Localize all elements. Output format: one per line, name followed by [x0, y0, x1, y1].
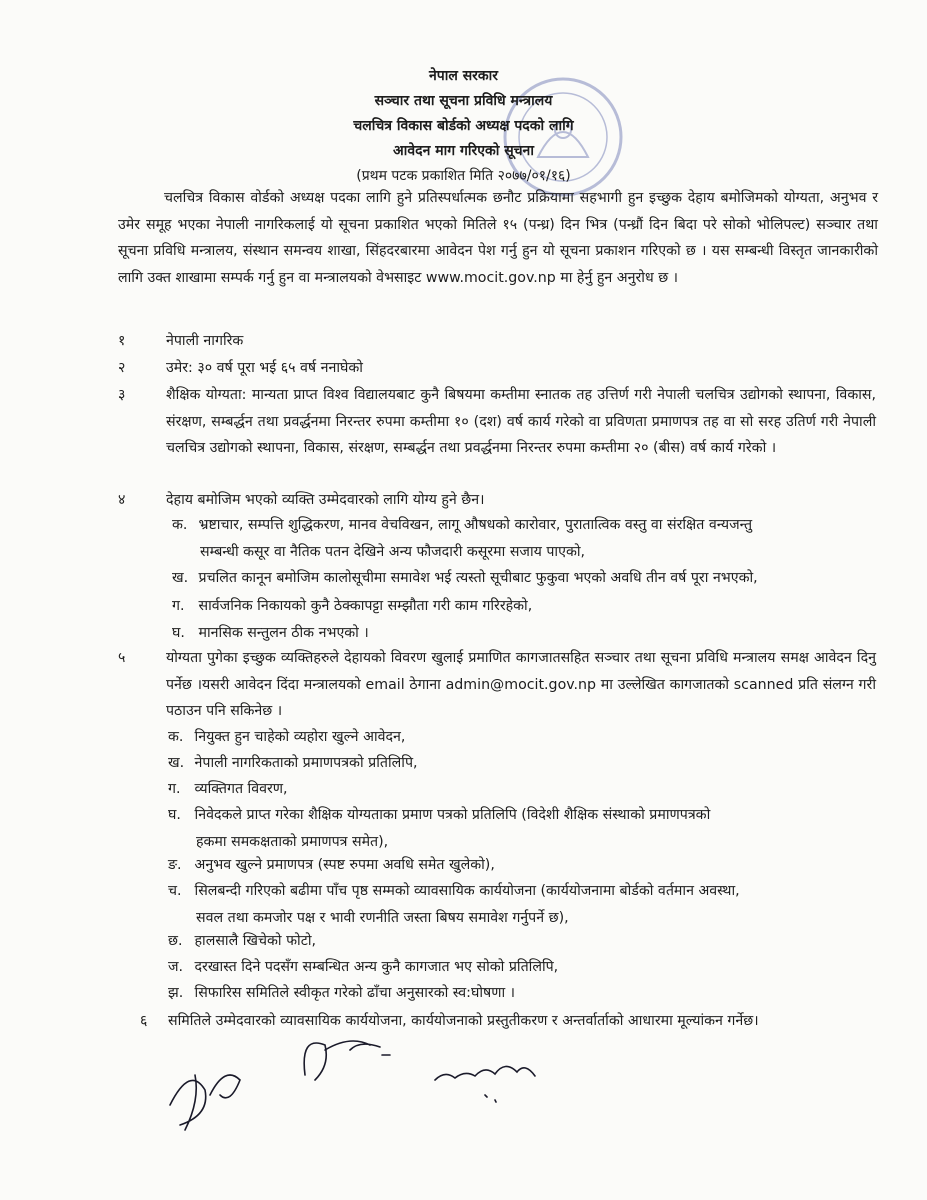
sub-item: [168, 802, 873, 855]
header-government: नेपाल सरकार: [428, 68, 498, 84]
sub-item: [168, 878, 873, 931]
sub-item-text: सार्वजनिक निकायको कुनै ठेक्कापट्टा सम्झौता गरी काम गरिरहेको,: [198, 598, 533, 614]
sub-item-text: सिफारिस समितिले स्वीकृत गरेको ढाँचा अनुसारको स्व:घोषणा ।: [194, 985, 516, 1001]
item-number: ३: [118, 387, 126, 403]
sub-item-label: झ.: [168, 985, 184, 1001]
sub-item: [168, 776, 873, 803]
sub-item: [168, 724, 873, 751]
signature-3: [425, 1040, 555, 1110]
notice-header: [0, 64, 927, 189]
item-number: ६: [140, 1013, 148, 1029]
sub-item: [172, 512, 872, 565]
sub-item-text: अनुभव खुल्ने प्रमाणपत्र (स्पष्ट रुपमा अवधि समेत खुलेको),: [194, 857, 495, 873]
sub-item-text-cont: सवल तथा कमजोर पक्ष र भावी रणनीति जस्ता बिषय समावेश गर्नुपर्ने छ),: [196, 909, 569, 926]
sub-item-label: च.: [168, 883, 182, 899]
header-board-post: चलचित्र विकास बोर्डको अध्यक्ष पदको लागि: [353, 118, 574, 134]
sub-item-label: ङ.: [168, 857, 182, 873]
sub-item-text: दरखास्त दिने पदसँग सम्बन्धित अन्य कुनै कागजात भए सोको प्रतिलिपि,: [194, 959, 559, 975]
item-text: समितिले उम्मेदवारको व्यावसायिक कार्ययोजना, कार्ययोजनाको प्रस्तुतीकरण र अन्तर्वार्ताको आधारमा मूल्यांकन गर्नेछ।: [168, 1013, 759, 1029]
sub-item-text: हालसालै खिचेको फोटो,: [194, 933, 317, 949]
item-text: योग्यता पुगेका इच्छुक व्यक्तिहरुले देहायको विवरण खुलाई प्रमाणित कागजातसहित सञ्चार तथा सूचना प्रविधि मन्त्रालय समक्ष आवेदन दिनु पर्नेछ ।यसरी आवेदन दिंदा मन्त्रालयको email ठेगाना admin@mocit.gov.np मा उल्लेखित कागजातको scanned प्रति संलग्न गरी पठाउन पनि सकिनेछ ।: [166, 650, 876, 719]
sub-item: [172, 593, 872, 620]
sub-item-label: ग.: [172, 598, 185, 614]
sub-item-label: घ.: [172, 625, 185, 641]
sub-item-text: भ्रष्टाचार, सम्पत्ति शुद्धिकरण, मानव वेचविखन, लागू औषधको कारोवार, पुरातात्विक वस्तु वा संरक्षित वन्यजन्तु: [198, 517, 753, 533]
signature-2: [290, 1025, 400, 1095]
sub-item-text: व्यक्तिगत विवरण,: [194, 781, 288, 797]
intro-paragraph: चलचित्र विकास वोर्डको अध्यक्ष पदका लागि हुने प्रतिस्पर्धात्मक छनौट प्रक्रियामा सहभागी हुन इच्छुक देहाय बमोजिमको योग्यता, अनुभव र उमेर समूह भएका नेपाली नागरिकलाई यो सूचना प्रकाशित भएको मितिले १५ (पन्ध्र) दिन भित्र (पन्ध्रौं दिन बिदा परे सोको भोलिपल्ट) सञ्चार तथा सूचना प्रविधि मन्त्रालय, संस्थान समन्वय शाखा, सिंहदरबारमा आवेदन पेश गर्नु हुन यो सूचना प्रकाशन गरिएको छ । यस सम्बन्धी विस्तृत जानकारीको लागि उक्त शाखामा सम्पर्क गर्नु हुन वा मन्त्रालयको वेभसाइट www.mocit.gov.np मा हेर्नु हुन अनुरोध छ ।: [118, 190, 878, 286]
sub-item: [168, 750, 873, 777]
header-ministry: सञ्चार तथा सूचना प्रविधि मन्त्रालय: [374, 93, 553, 109]
sub-item-text-cont: हकमा समकक्षताको प्रमाणपत्र समेत),: [196, 833, 389, 850]
sub-item-text: मानसिक सन्तुलन ठीक नभएको ।: [198, 625, 369, 641]
sub-item-label: ज.: [168, 959, 184, 975]
sub-item: [172, 565, 872, 592]
item-text: देहाय बमोजिम भएको व्यक्ति उम्मेदवारको लागि योग्य हुने छैन।: [166, 492, 485, 508]
header-notice-title: आवेदन माग गरिएको सूचना: [393, 143, 534, 159]
item-text: शैक्षिक योग्यता: मान्यता प्राप्त विश्व विद्यालयबाट कुनै बिषयमा कम्तीमा स्नातक तह उत्तिर्ण गरी नेपाली चलचित्र उद्योगको स्थापना, विकास, संरक्षण, सम्बर्द्धन तथा प्रवर्द्धनमा निरन्तर रुपमा कम्तीमा १० (दश) वर्ष कार्य गरेको वा प्रविणता प्रमाणपत्र तह वा सो सरह उतिर्ण गरी नेपाली चलचित्र उद्योगको स्थापना, विकास, संरक्षण, सम्बर्द्धन तथा प्रवर्द्धनमा निरन्तर रुपमा कम्तीमा २० (बीस) वर्ष कार्य गरेको ।: [166, 387, 876, 456]
item-number: ५: [118, 650, 126, 666]
item-number: १: [118, 333, 126, 349]
sub-item-text-cont: सम्बन्धी कसूर वा नैतिक पतन देखिने अन्य फौजदारी कसूरमा सजाय पाएको,: [200, 543, 586, 560]
header-published-date: (प्रथम पटक प्रकाशित मिति २०७७/०१/१६): [356, 168, 571, 184]
sub-item-label: ग.: [168, 781, 181, 797]
signature-1: [150, 1045, 260, 1135]
sub-item-text: नेपाली नागरिकताको प्रमाणपत्रको प्रतिलिपि,: [194, 755, 418, 771]
sub-item-text: निवेदकले प्राप्त गरेका शैक्षिक योग्यताका प्रमाण पत्रको प्रतिलिपि (विदेशी शैक्षिक संस्थाको प्रमाणपत्रको: [194, 807, 711, 823]
sub-item: [168, 928, 873, 955]
item-number: ४: [118, 492, 126, 508]
sub-item: [168, 980, 873, 1007]
item-text: उमेर: ३० वर्ष पूरा भई ६५ वर्ष ननाघेको: [166, 360, 363, 376]
item-number: २: [118, 360, 126, 376]
sub-item-label: ख.: [172, 570, 189, 586]
sub-item-label: ख.: [168, 755, 185, 771]
sub-item: [168, 852, 873, 879]
sub-item-label: छ.: [168, 933, 183, 949]
sub-item-text: सिलबन्दी गरिएको बढीमा पाँच पृष्ठ सम्मको व्यावसायिक कार्ययोजना (कार्ययोजनामा बोर्डको वर्तमान अवस्था,: [194, 883, 740, 899]
item-text: नेपाली नागरिक: [166, 333, 244, 349]
sub-item-label: घ.: [168, 807, 181, 823]
sub-item-label: क.: [168, 729, 184, 745]
sub-item: [172, 620, 872, 647]
sub-item: [168, 954, 873, 981]
sub-item-text: प्रचलित कानून बमोजिम कालोसूचीमा समावेश भई त्यस्तो सूचीबाट फुकुवा भएको अवधि तीन वर्ष पूरा नभएको,: [198, 570, 758, 586]
sub-item-text: नियुक्त हुन चाहेको व्यहोरा खुल्ने आवेदन,: [194, 729, 406, 745]
sub-item-label: क.: [172, 517, 188, 533]
